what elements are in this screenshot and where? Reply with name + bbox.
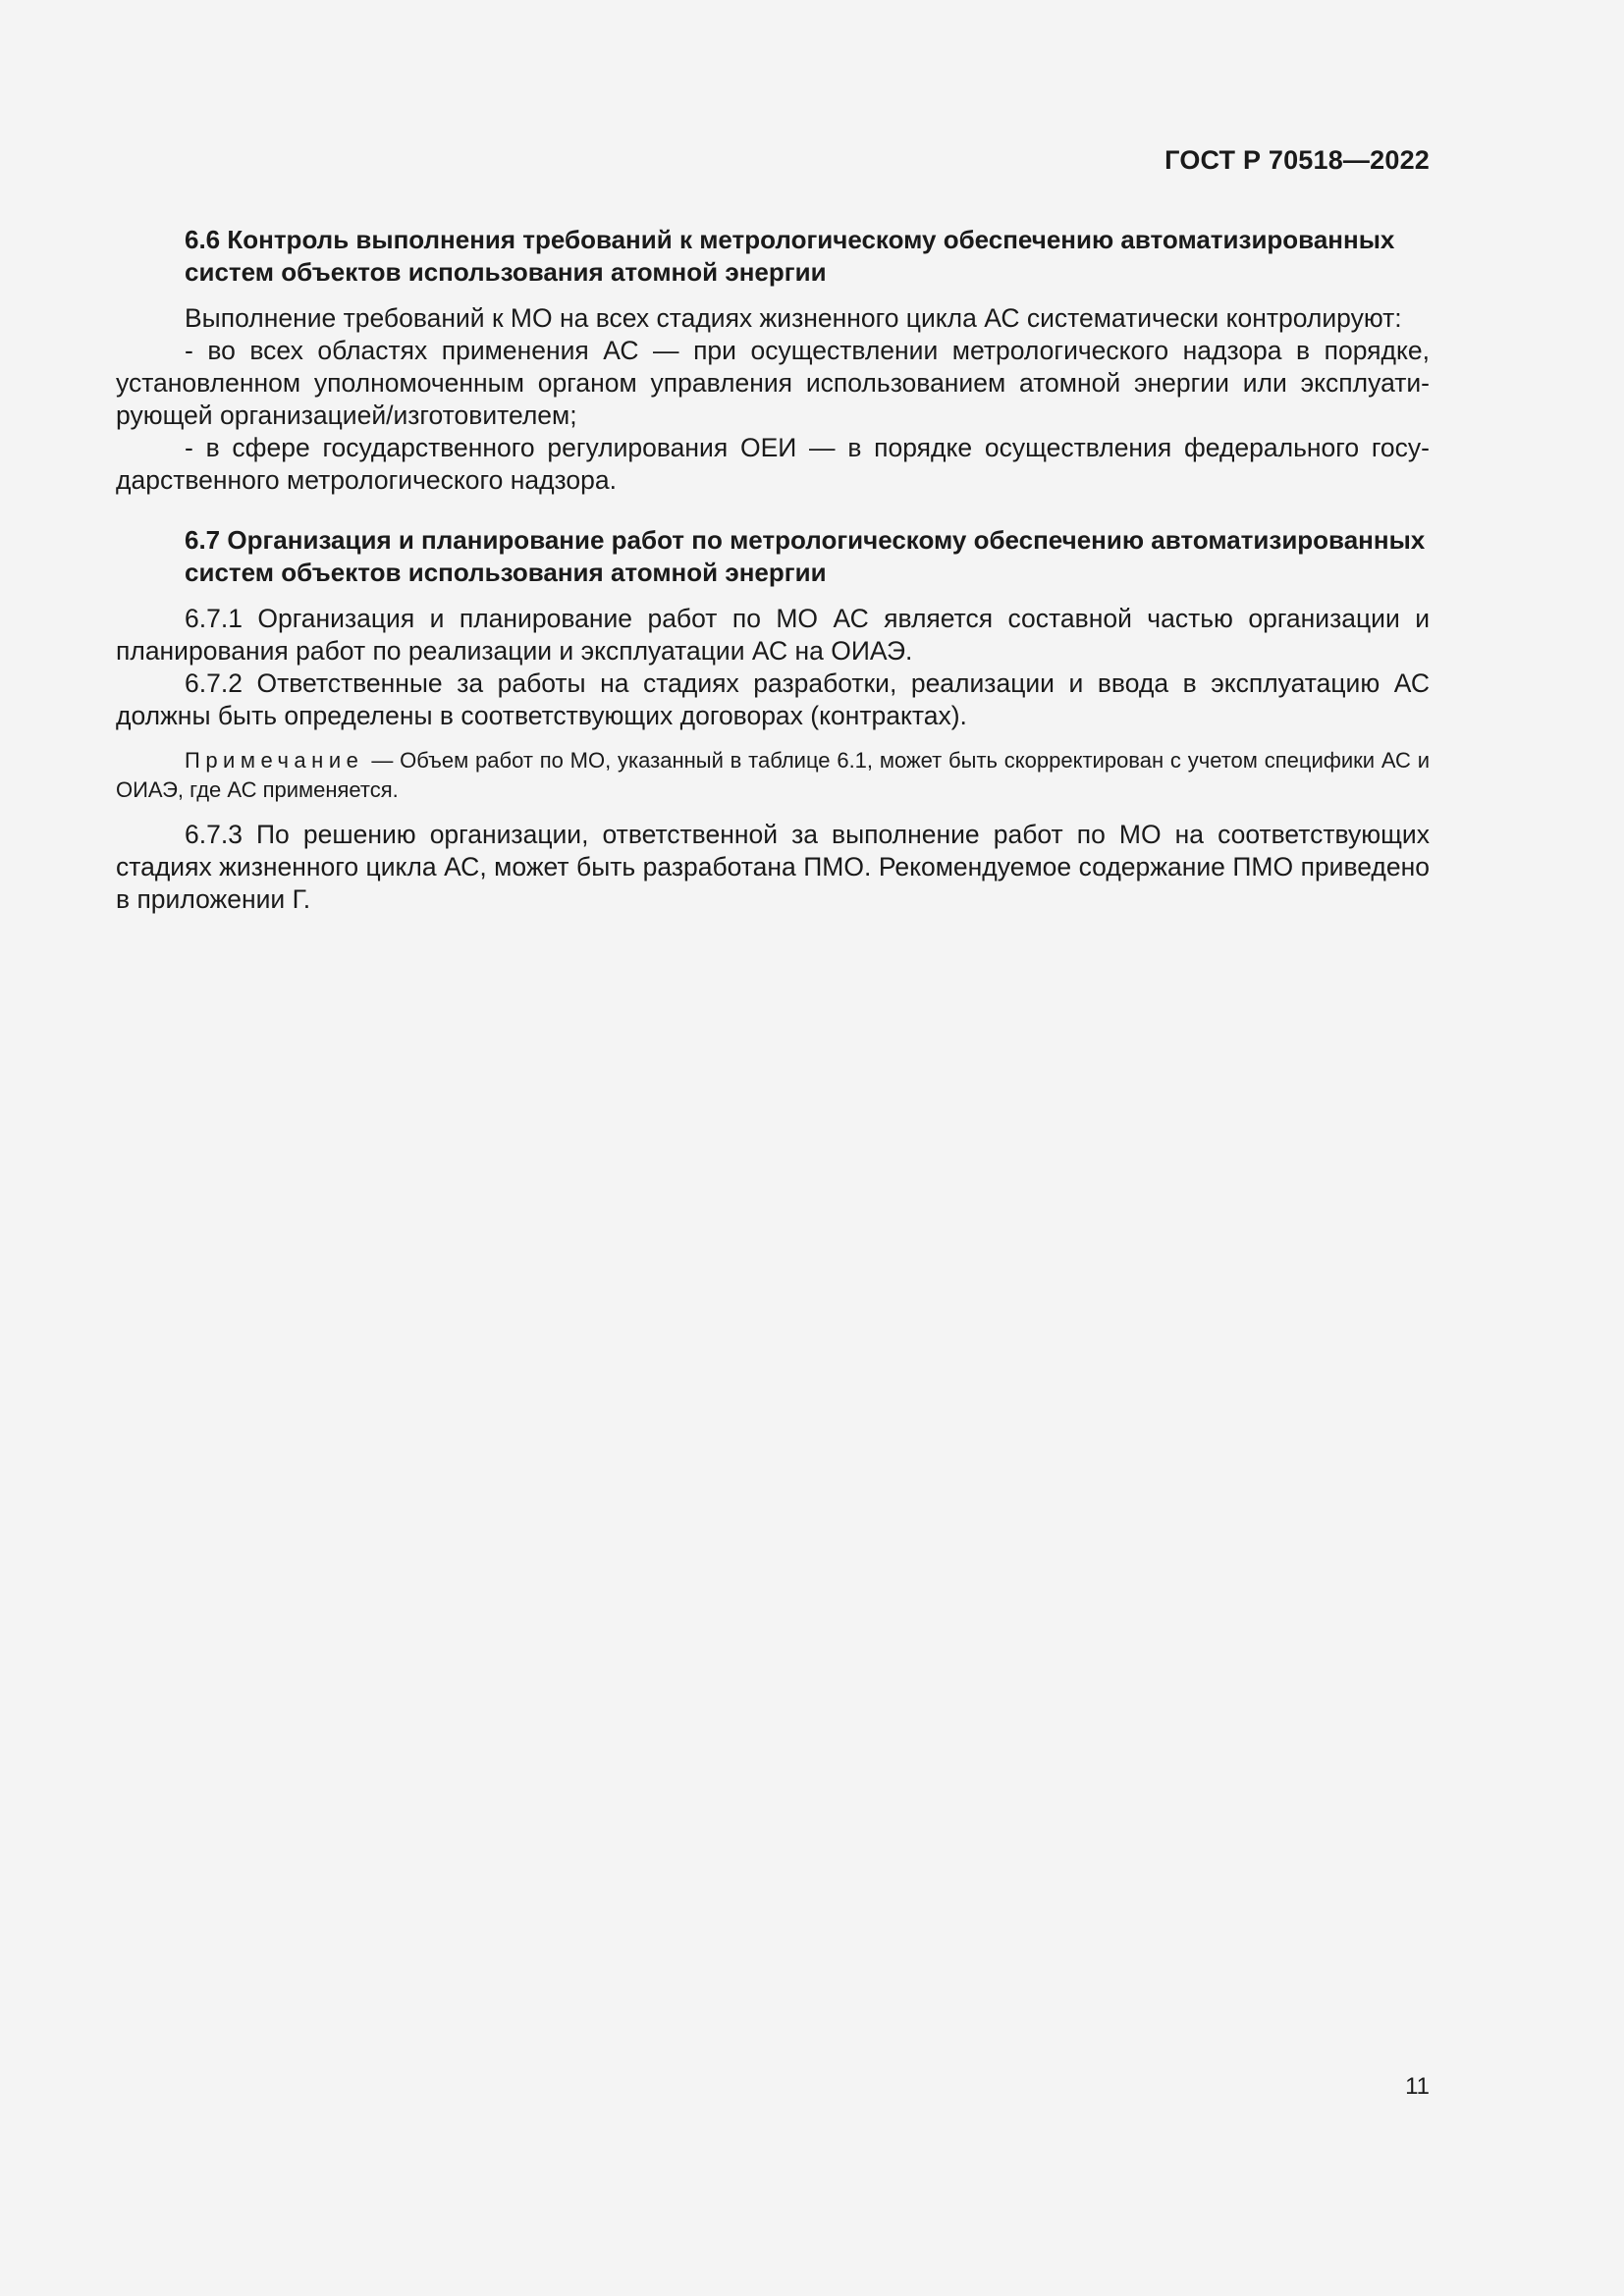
section-6-7-heading xyxy=(116,524,1430,589)
section-6-6-heading-line1: 6.6 Контроль выполнения требований к метрологическому обеспечению автоматизированных xyxy=(185,225,1395,254)
spacer xyxy=(116,805,1430,819)
section-6-6-item-2: - в сфере государственного регулирования ОЕИ — в порядке осуществления федерального государственного метрологического надзора. xyxy=(116,433,1430,495)
section-6-6-heading-line2: систем объектов использования атомной энергии xyxy=(185,257,827,287)
note xyxy=(116,746,1430,805)
spacer xyxy=(116,732,1430,746)
note-text: — Объем работ по МО, указанный в таблице 6.1, может быть скорректирован с учетом специфики АС и ОИАЭ, где АС применяется. xyxy=(116,748,1430,802)
section-6-7-heading-line1: 6.7 Организация и планирование работ по метрологическому обеспечению автоматизированных xyxy=(185,525,1426,555)
section-6-7-heading-line2: систем объектов использования атомной энергии xyxy=(185,558,827,587)
note-label: Примечание xyxy=(185,748,364,773)
page-content xyxy=(116,224,1430,916)
section-6-6-heading xyxy=(116,224,1430,289)
document-id-header: ГОСТ Р 70518—2022 xyxy=(1164,145,1430,175)
spacer xyxy=(116,289,1430,302)
section-6-6-item-1: - во всех областях применения АС — при осуществлении метрологического надзора в порядке, установленном уполномоченным органом управления использованием атомной энергии или эксплуатирующей организацией/изготовителем; xyxy=(116,336,1430,430)
section-6-6-intro: Выполнение требований к МО на всех стадиях жизненного цикла АС систематически контролируют: xyxy=(185,303,1402,333)
paragraph-6-7-2: 6.7.2 Ответственные за работы на стадиях разработки, реализации и ввода в эксплуатацию АС должны быть определены в соответствующих договорах (контрактах). xyxy=(116,668,1430,730)
spacer xyxy=(116,589,1430,603)
paragraph-6-7-3: 6.7.3 По решению организации, ответственной за выполнение работ по МО на соответствующих стадиях жизненного цикла АС, может быть разработана ПМО. Рекомендуемое содержание ПМО приведено в приложении Г. xyxy=(116,820,1430,914)
spacer xyxy=(116,497,1430,524)
paragraph-6-7-1: 6.7.1 Организация и планирование работ по МО АС является составной частью организации и планирования работ по реализации и эксплуатации АС на ОИАЭ. xyxy=(116,604,1430,666)
document-page xyxy=(116,0,1430,2296)
page-number: 11 xyxy=(1405,2073,1430,2100)
